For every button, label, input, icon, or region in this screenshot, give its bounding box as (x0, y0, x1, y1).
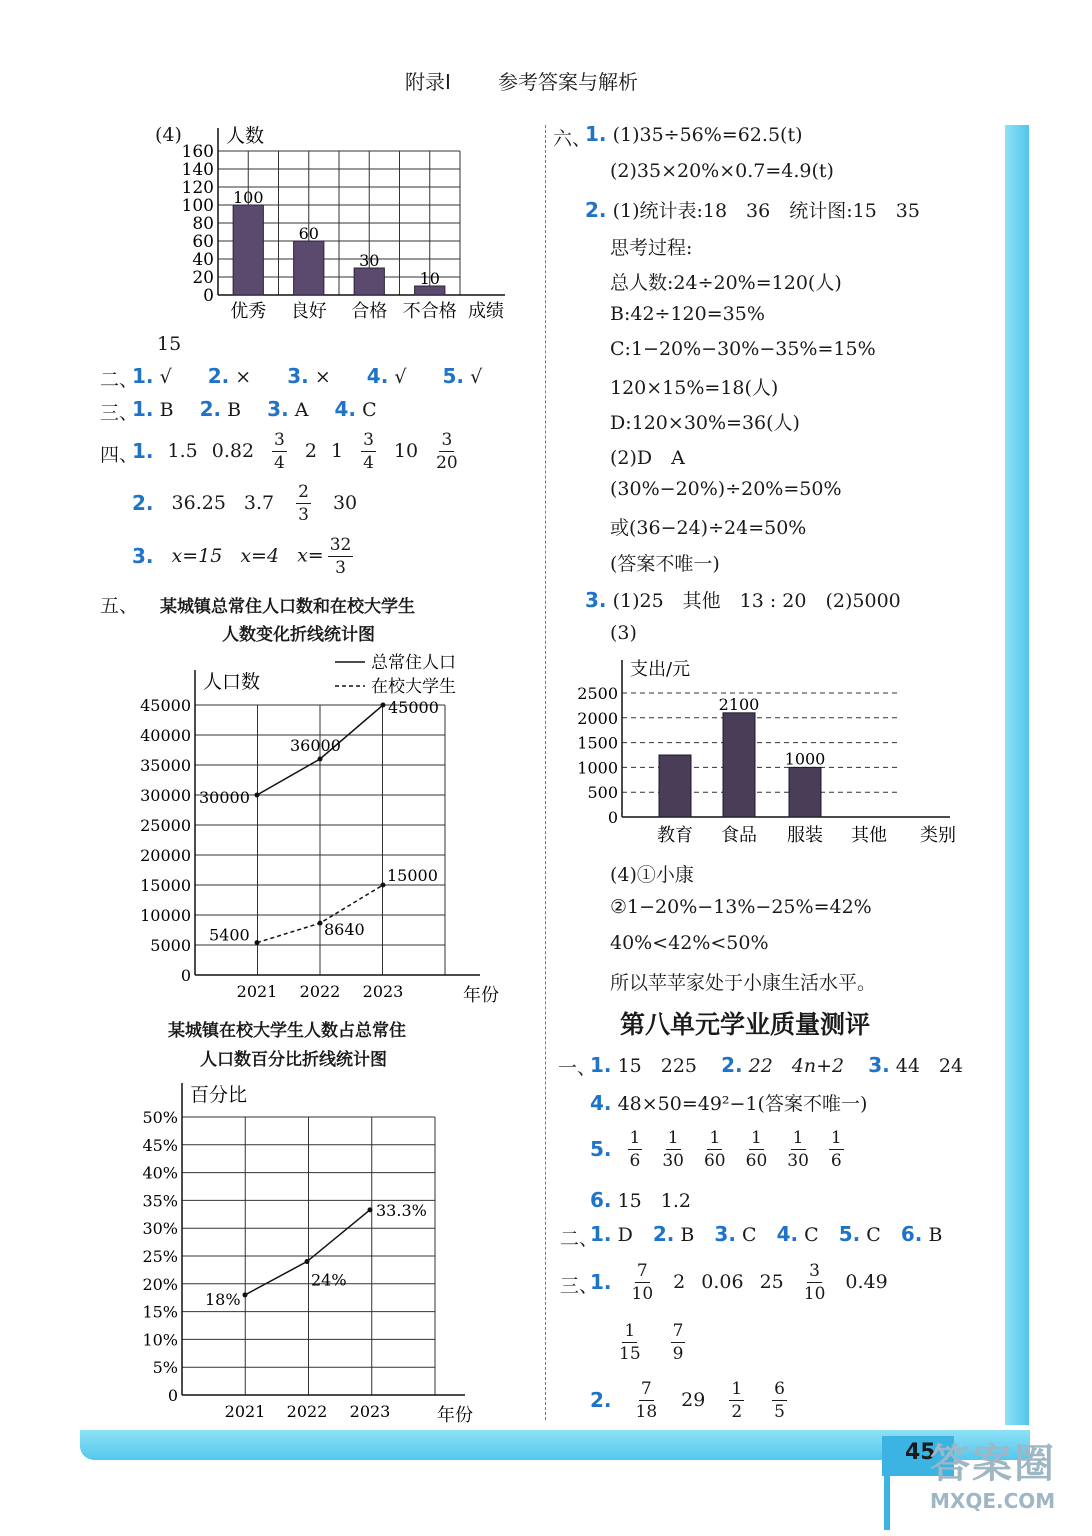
unit8-title: 第八单元学业质量测评 (620, 1010, 871, 1039)
unit8-s3-q1 (590, 1258, 888, 1306)
answer: 22 4n+2 (748, 1055, 845, 1077)
answer: 2 (304, 440, 317, 462)
y-tick-label: 45000 (140, 696, 191, 715)
y-tick-label: 0 (180, 966, 191, 985)
answer: D (617, 1224, 633, 1246)
s6-q3-line2: (3) (610, 622, 637, 644)
s6-q3-line1 (585, 586, 901, 613)
x-tick-label: 2022 (286, 1402, 328, 1421)
y-tick-label: 2500 (577, 684, 618, 703)
answer: 1 (330, 440, 344, 462)
series-line (245, 1210, 370, 1295)
answer: 10 (393, 440, 419, 462)
answer: x=4 (240, 545, 280, 567)
q-num: 2. (590, 1388, 612, 1412)
fraction: $\frac{7}{9}$ (672, 1320, 684, 1364)
y-tick-label: 1000 (577, 758, 618, 778)
unit8-s3-label: 三、 (560, 1275, 599, 1297)
header-appendix: 附录Ⅰ (405, 70, 451, 94)
y-tick-label: 5% (152, 1358, 178, 1378)
answer: C (741, 1224, 757, 1246)
fraction: $\frac{7}{10}$ (631, 1260, 654, 1304)
point-label: 15000 (387, 866, 438, 885)
unit8-s1-q6 (590, 1186, 691, 1213)
s6-q3-line: ②1−20%−13%−25%=42% (610, 896, 872, 918)
y-tick-label: 10000 (140, 906, 191, 925)
chart1-title-line1: 某城镇总常住人口数和在校大学生 (160, 597, 415, 617)
y-tick-label: 20% (142, 1274, 178, 1294)
answer: 25 (759, 1271, 784, 1293)
q-num: 2. (721, 1053, 743, 1077)
q-num: 2. (207, 364, 230, 388)
q-num: 2. (585, 198, 607, 222)
y-tick-label: 15% (142, 1302, 178, 1322)
s6-q3-line: 40%<42%<50% (610, 932, 769, 954)
x-axis-label: 年份 (437, 1405, 473, 1425)
bar-value-label: 60 (298, 224, 319, 243)
q-num: 3. (585, 588, 607, 612)
answer: C (804, 1224, 819, 1246)
point-label: 24% (311, 1270, 347, 1290)
q-num: 6. (590, 1188, 612, 1212)
s6-q2-line1 (585, 196, 920, 223)
answer: (1)统计表:18 36 统计图:15 35 (612, 200, 920, 222)
y-tick-label: 25000 (140, 816, 191, 835)
answer: B (159, 399, 174, 421)
x-tick-label: 2021 (236, 982, 278, 1001)
answer: C (866, 1224, 881, 1246)
section-2-label: 二、 (100, 369, 139, 391)
answer: 48×50=49²−1(答案不唯一) (617, 1093, 868, 1115)
q-num: 1. (132, 397, 154, 421)
s6-q2-line: (2)D A (610, 447, 685, 469)
q-num: 4. (776, 1222, 799, 1246)
category-label: 良好 (290, 301, 327, 322)
y-tick-label: 5000 (150, 936, 191, 955)
section-3-answers (132, 397, 377, 421)
fraction: $\frac{2}{3}$ (298, 481, 309, 525)
q-num: 3. (714, 1222, 736, 1246)
expense-bar-chart (565, 655, 985, 850)
page-number: 45 (905, 1440, 936, 1465)
percentage-line-chart (125, 1075, 495, 1425)
q4-label: (4) (155, 124, 182, 146)
data-point (243, 1292, 248, 1297)
y-tick-label: 30% (142, 1219, 178, 1239)
q-num: 1. (590, 1270, 612, 1294)
answer: 44 24 (895, 1055, 964, 1077)
q-num: 2. (652, 1222, 675, 1246)
data-point (318, 757, 323, 762)
s6-q2-line: 120×15%=18(人) (610, 377, 779, 399)
answer: (1)35÷56%=62.5(t) (612, 124, 803, 146)
data-point (368, 1207, 373, 1212)
answer: A (294, 399, 309, 421)
section-5-label: 五、 (100, 595, 139, 617)
s6-q2-line: C:1−20%−30%−35%=15% (610, 338, 876, 360)
y-axis-label: 人口数 (203, 671, 261, 693)
x-axis-label: 类别 (920, 825, 956, 846)
section-2-answers (132, 364, 482, 388)
answer: √ (159, 366, 172, 388)
fraction: $\frac{3}{4}$ (363, 429, 374, 473)
y-tick-label: 35000 (140, 756, 191, 775)
y-tick-label: 40% (142, 1163, 178, 1183)
fraction: $\frac{3}{20}$ (436, 429, 458, 473)
section-4-q1 (132, 428, 462, 474)
s6-q1-line1 (585, 122, 803, 146)
q-num: 5. (442, 364, 465, 388)
bar (233, 205, 263, 295)
unit8-s3-q2 (590, 1376, 791, 1424)
y-tick-label: 15000 (140, 876, 191, 895)
fraction: $\frac{1}{6}$ (830, 1127, 842, 1171)
y-tick-label: 140 (181, 160, 214, 180)
answer: x= (297, 544, 324, 566)
category-label: 教育 (657, 825, 693, 846)
y-tick-label: 45% (142, 1135, 178, 1155)
bar (294, 241, 324, 295)
q-num: 2. (132, 491, 154, 515)
x-axis-label: 成绩 (468, 301, 504, 322)
data-point (305, 1259, 310, 1264)
answer: (1)25 其他 13 : 20 (2)5000 (612, 590, 901, 612)
chart2-title-line2: 人口数百分比折线统计图 (200, 1050, 387, 1070)
s6-q2-line: 思考过程: (610, 237, 693, 259)
y-tick-label: 100 (181, 196, 214, 216)
section-4-q3 (132, 533, 357, 579)
point-label: 45000 (388, 698, 439, 717)
category-label: 食品 (721, 825, 757, 846)
q4-answer: 15 (157, 333, 182, 355)
y-tick-label: 20000 (140, 846, 191, 865)
column-divider (545, 125, 546, 1420)
section-4-q2 (132, 480, 357, 526)
q-num: 4. (334, 397, 357, 421)
q-num: 3. (132, 544, 154, 568)
fraction: $\frac{7}{18}$ (635, 1378, 658, 1422)
x-axis-label: 年份 (463, 985, 499, 1006)
s6-q2-line: (30%−20%)÷20%=50% (610, 478, 842, 500)
s6-q2-line: B:42÷120=35% (610, 303, 765, 325)
bar-value-label: 1000 (784, 749, 826, 769)
y-tick-label: 80 (192, 214, 214, 234)
x-tick-label: 2022 (299, 982, 341, 1001)
section-4-label: 四、 (100, 444, 139, 466)
y-tick-label: 0 (167, 1386, 178, 1405)
bar (723, 713, 755, 817)
watermark-url: MXQE.COM (930, 1489, 1056, 1513)
y-tick-label: 500 (587, 783, 618, 803)
section-6-label: 六、 (553, 128, 592, 150)
y-tick-label: 60 (192, 232, 214, 252)
unit8-s2-answers (590, 1222, 942, 1246)
point-label: 30000 (199, 788, 250, 807)
answer: × (314, 366, 331, 388)
s6-q1-line2: (2)35×20%×0.7=4.9(t) (610, 160, 834, 182)
answer: 0.82 (211, 440, 255, 462)
s6-q2-line: 或(36−24)÷24=50% (610, 517, 807, 539)
answer: 0.49 (845, 1271, 888, 1293)
section-3-label: 三、 (100, 402, 139, 424)
category-label: 合格 (351, 301, 388, 322)
watermark-logo: 答案圈 (930, 1441, 1056, 1487)
fraction: $\frac{1}{15}$ (619, 1320, 641, 1364)
fraction: $\frac{1}{30}$ (787, 1127, 809, 1171)
y-tick-label: 20 (192, 268, 214, 288)
answer: × (235, 366, 252, 388)
y-tick-label: 1500 (577, 733, 618, 753)
point-label: 18% (205, 1289, 241, 1309)
answer: 36.25 (171, 492, 226, 514)
answer: 29 (681, 1389, 706, 1411)
unit8-s1-q4 (590, 1089, 867, 1116)
y-tick-label: 120 (181, 178, 214, 198)
data-point (381, 703, 386, 708)
y-tick-label: 30000 (140, 786, 191, 805)
y-axis-label: 支出/元 (630, 659, 691, 680)
grade-bar-chart (130, 120, 520, 325)
y-tick-label: 25% (142, 1247, 178, 1266)
data-point (255, 940, 260, 945)
answer: √ (394, 366, 407, 388)
q-num: 6. (900, 1222, 923, 1246)
answer: 1.5 (167, 440, 198, 462)
unit8-s1-label: 一、 (558, 1057, 597, 1079)
header-title: 参考答案与解析 (498, 70, 638, 94)
category-label: 其他 (851, 825, 887, 846)
fraction: $\frac{1}{30}$ (662, 1127, 684, 1171)
bar-value-label: 10 (419, 269, 440, 288)
y-tick-label: 35% (142, 1191, 178, 1211)
bar (659, 755, 691, 817)
s6-q2-line: (答案不唯一) (610, 553, 720, 575)
legend-label: 在校大学生 (371, 677, 456, 697)
data-point (381, 883, 386, 888)
answer: 0.06 (701, 1271, 744, 1293)
x-tick-label: 2023 (349, 1402, 391, 1421)
s6-q3-line: (4)①小康 (610, 864, 694, 886)
y-tick-label: 10% (142, 1330, 178, 1350)
q-num: 5. (838, 1222, 861, 1246)
fraction: $\frac{32}{3}$ (329, 534, 352, 578)
y-tick-label: 40000 (140, 726, 191, 745)
answer: x=15 (171, 545, 223, 567)
y-axis-label: 百分比 (190, 1084, 248, 1106)
point-label: 36000 (290, 736, 341, 755)
q-num: 2. (199, 397, 222, 421)
q-num: 3. (267, 397, 289, 421)
x-tick-label: 2021 (224, 1402, 266, 1421)
unit8-s2-label: 二、 (560, 1228, 599, 1250)
category-label: 优秀 (230, 301, 267, 322)
answer: 3.7 (243, 492, 275, 514)
y-axis-label: 人数 (226, 125, 265, 147)
q-num: 1. (590, 1053, 612, 1077)
fraction: $\frac{1}{60}$ (703, 1127, 726, 1171)
y-tick-label: 50% (142, 1108, 178, 1127)
answer: 30 (332, 492, 358, 514)
bar (789, 767, 821, 817)
answer: 15 1.2 (617, 1190, 691, 1212)
answer: √ (470, 366, 483, 388)
point-label: 8640 (324, 920, 365, 940)
fraction: $\frac{6}{5}$ (774, 1378, 785, 1422)
answer: 15 225 (617, 1055, 698, 1077)
y-tick-label: 0 (607, 808, 618, 827)
answer: B (680, 1224, 695, 1246)
q-num: 3. (287, 364, 309, 388)
s6-q2-line: 总人数:24÷20%=120(人) (610, 272, 842, 294)
y-tick-label: 40 (192, 250, 214, 270)
answer: B (227, 399, 242, 421)
q-num: 4. (590, 1091, 612, 1115)
q-num: 1. (132, 364, 154, 388)
y-tick-label: 0 (203, 286, 214, 306)
point-label: 5400 (209, 925, 250, 945)
q-num: 1. (585, 122, 607, 146)
x-tick-label: 2023 (362, 982, 404, 1001)
answer: 2 (673, 1271, 686, 1293)
legend-label: 总常住人口 (371, 653, 456, 673)
category-label: 不合格 (402, 301, 457, 322)
answer: B (928, 1224, 943, 1246)
y-tick-label: 160 (181, 142, 214, 162)
category-label: 服装 (787, 825, 823, 846)
q-num: 1. (132, 439, 154, 463)
bar-value-label: 30 (359, 251, 380, 270)
fraction: $\frac{3}{10}$ (803, 1260, 826, 1304)
data-point (318, 921, 323, 926)
right-edge-band (1005, 125, 1029, 1425)
q-num: 5. (590, 1137, 612, 1161)
point-label: 33.3% (376, 1200, 427, 1220)
answer: C (362, 399, 377, 421)
unit8-s3-q1-row2 (615, 1318, 689, 1366)
unit8-s1-q5 (590, 1125, 848, 1173)
population-line-chart (125, 648, 505, 1008)
s6-q2-line: D:120×30%=36(人) (610, 412, 800, 434)
chart2-title-line1: 某城镇在校大学生人数占总常住 (168, 1021, 406, 1041)
fraction: $\frac{1}{2}$ (731, 1378, 743, 1422)
unit8-s1-row1 (590, 1051, 963, 1078)
fraction: $\frac{3}{4}$ (274, 429, 285, 473)
data-point (255, 793, 260, 798)
y-tick-label: 2000 (577, 708, 618, 728)
fraction: $\frac{1}{60}$ (745, 1127, 768, 1171)
bar-value-label: 100 (232, 188, 264, 207)
fraction: $\frac{1}{6}$ (629, 1127, 641, 1171)
q-num: 4. (366, 364, 389, 388)
s6-q3-line: 所以苹苹家处于小康生活水平。 (610, 972, 877, 994)
q-num: 3. (868, 1053, 890, 1077)
q-num: 1. (590, 1222, 612, 1246)
chart1-title-line2: 人数变化折线统计图 (222, 625, 375, 645)
bar-value-label: 2100 (718, 694, 760, 714)
watermark (930, 1440, 1085, 1532)
page-tab-strip (884, 1470, 890, 1530)
bar (354, 268, 384, 295)
